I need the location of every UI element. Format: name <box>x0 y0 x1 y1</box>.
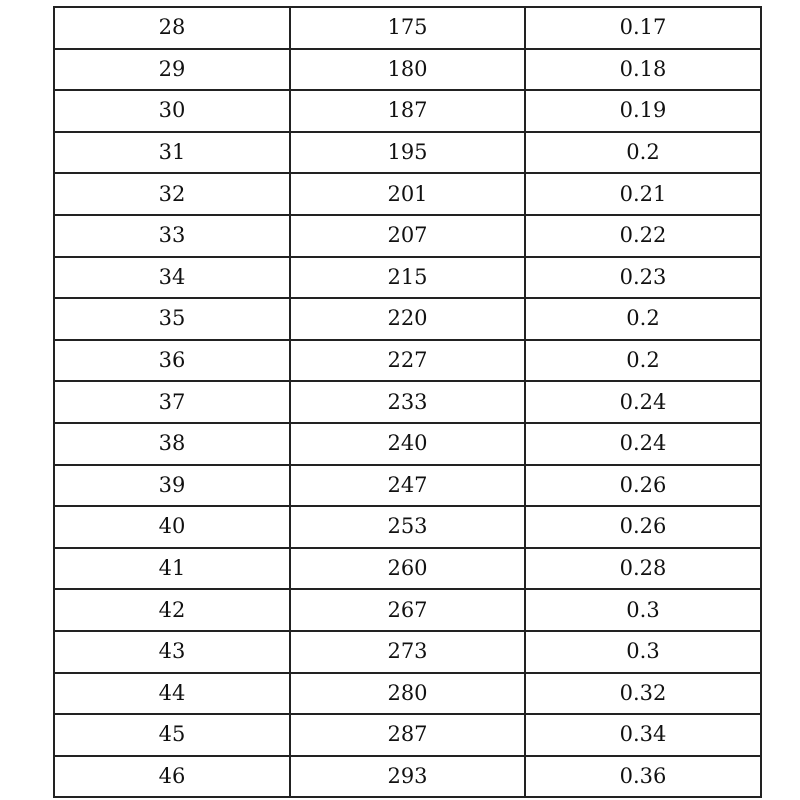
table-cell: 175 <box>290 7 525 49</box>
table-cell: 46 <box>54 756 290 798</box>
table-row <box>54 340 761 382</box>
table-cell: 0.36 <box>525 756 761 798</box>
table-cell: 45 <box>54 714 290 756</box>
table-row <box>54 7 761 49</box>
table-row <box>54 465 761 507</box>
table-cell: 43 <box>54 631 290 673</box>
table-cell: 40 <box>54 506 290 548</box>
table-cell: 0.19 <box>525 90 761 132</box>
table-cell: 29 <box>54 49 290 91</box>
table-cell: 0.2 <box>525 340 761 382</box>
table-row <box>54 631 761 673</box>
table-row <box>54 756 761 798</box>
table-cell: 293 <box>290 756 525 798</box>
table-cell: 180 <box>290 49 525 91</box>
table-cell: 37 <box>54 381 290 423</box>
table-row <box>54 132 761 174</box>
table-cell: 0.34 <box>525 714 761 756</box>
table-cell: 31 <box>54 132 290 174</box>
table-row <box>54 714 761 756</box>
table-cell: 0.18 <box>525 49 761 91</box>
table-row <box>54 257 761 299</box>
table-cell: 215 <box>290 257 525 299</box>
table-row <box>54 506 761 548</box>
table-cell: 253 <box>290 506 525 548</box>
table-cell: 0.26 <box>525 465 761 507</box>
table-row <box>54 381 761 423</box>
table-cell: 32 <box>54 173 290 215</box>
table-cell: 33 <box>54 215 290 257</box>
table-row <box>54 298 761 340</box>
table-row <box>54 49 761 91</box>
table-cell: 287 <box>290 714 525 756</box>
table-cell: 30 <box>54 90 290 132</box>
table-cell: 0.2 <box>525 132 761 174</box>
table-cell: 0.26 <box>525 506 761 548</box>
table-cell: 35 <box>54 298 290 340</box>
table-cell: 0.3 <box>525 631 761 673</box>
table-cell: 273 <box>290 631 525 673</box>
table-cell: 0.17 <box>525 7 761 49</box>
table-cell: 34 <box>54 257 290 299</box>
table-cell: 28 <box>54 7 290 49</box>
table-cell: 42 <box>54 589 290 631</box>
table-row <box>54 423 761 465</box>
table-cell: 0.24 <box>525 381 761 423</box>
data-table <box>53 6 762 798</box>
table-cell: 38 <box>54 423 290 465</box>
table-cell: 207 <box>290 215 525 257</box>
table-cell: 267 <box>290 589 525 631</box>
table-body <box>54 7 761 797</box>
table-cell: 41 <box>54 548 290 590</box>
table-cell: 240 <box>290 423 525 465</box>
table-cell: 201 <box>290 173 525 215</box>
table-row <box>54 215 761 257</box>
table-cell: 260 <box>290 548 525 590</box>
table-row <box>54 548 761 590</box>
table-cell: 187 <box>290 90 525 132</box>
table-cell: 280 <box>290 673 525 715</box>
table-row <box>54 173 761 215</box>
table-cell: 0.22 <box>525 215 761 257</box>
table-cell: 227 <box>290 340 525 382</box>
data-table-container <box>53 6 756 796</box>
table-cell: 44 <box>54 673 290 715</box>
table-row <box>54 673 761 715</box>
table-row <box>54 589 761 631</box>
table-cell: 0.21 <box>525 173 761 215</box>
table-cell: 0.24 <box>525 423 761 465</box>
table-cell: 247 <box>290 465 525 507</box>
table-cell: 0.28 <box>525 548 761 590</box>
table-cell: 220 <box>290 298 525 340</box>
table-cell: 0.2 <box>525 298 761 340</box>
table-cell: 39 <box>54 465 290 507</box>
table-cell: 0.23 <box>525 257 761 299</box>
table-cell: 0.32 <box>525 673 761 715</box>
table-cell: 36 <box>54 340 290 382</box>
table-cell: 195 <box>290 132 525 174</box>
table-cell: 233 <box>290 381 525 423</box>
table-cell: 0.3 <box>525 589 761 631</box>
table-row <box>54 90 761 132</box>
